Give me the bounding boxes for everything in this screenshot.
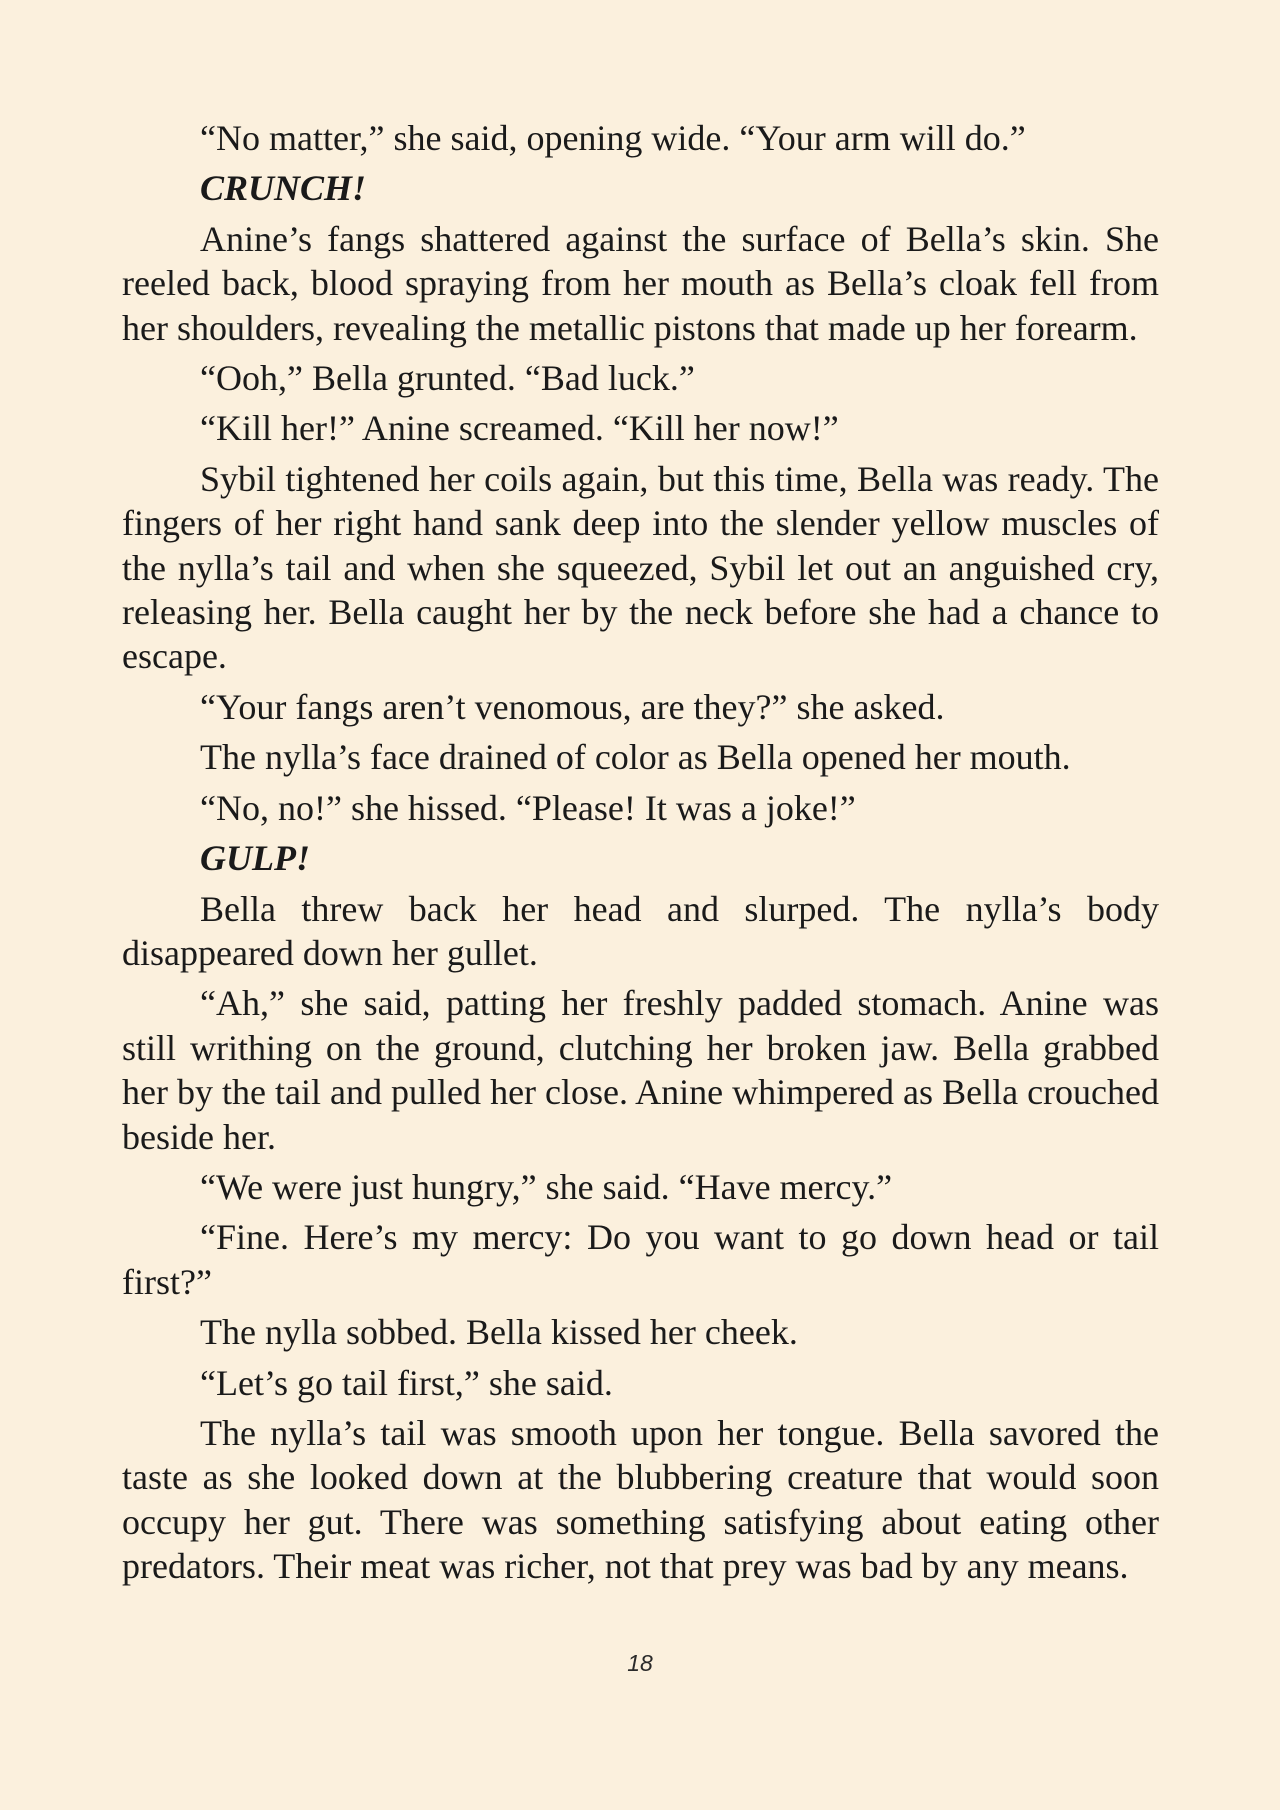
sound-effect-paragraph: GULP! — [200, 838, 310, 879]
paragraph: Sybil tightened her coils again, but this time, Bella was ready. The fingers of her right hand sank deep into the slender yellow muscles of the nylla’s tail and when she squeezed, Sybil let out an anguished cry, releasing her. Bella caught her by the neck before she had a chance to escape. — [122, 458, 1159, 677]
paragraph: “We were just hungry,” she said. “Have mercy.” — [200, 1166, 893, 1207]
paragraph: Bella threw back her head and slurped. The nylla’s body disappeared down her gullet. — [122, 888, 1159, 973]
paragraph: “Your fangs aren’t venomous, are they?” she asked. — [200, 686, 945, 727]
paragraph: “Ooh,” Bella grunted. “Bad luck.” — [200, 358, 695, 399]
paragraph: “Fine. Here’s my mercy: Do you want to go down head or tail first?” — [122, 1217, 1159, 1302]
paragraph: The nylla’s face drained of color as Bella opened her mouth. — [200, 737, 1071, 778]
paragraph: “Kill her!” Anine screamed. “Kill her now!” — [200, 408, 839, 449]
paragraph: The nylla sobbed. Bella kissed her cheek. — [200, 1312, 798, 1353]
paragraph: The nylla’s tail was smooth upon her tongue. Bella savored the taste as she looked down at the blubbering creature that would soon occupy her gut. There was something satisfying about eating other predators. Their meat was richer, not that prey was bad by any means. — [122, 1412, 1159, 1587]
body-text — [122, 116, 1159, 1595]
paragraph: “Ah,” she said, patting her freshly padded stomach. Anine was still writhing on the ground, clutching her broken jaw. Bella grabbed her by the tail and pulled her close. Anine whimpered as Bella crouched beside her. — [122, 983, 1159, 1157]
paragraph: “No, no!” she hissed. “Please! It was a joke!” — [200, 787, 856, 828]
paragraph: Anine’s fangs shattered against the surface of Bella’s skin. She reeled back, blood spraying from her mouth as Bella’s cloak fell from her shoulders, revealing the metallic pistons that made up her forearm. — [122, 218, 1159, 348]
paragraph: “Let’s go tail first,” she said. — [200, 1362, 613, 1403]
sound-effect-paragraph: CRUNCH! — [200, 168, 367, 209]
paragraph: “No matter,” she said, opening wide. “Your arm will do.” — [200, 118, 1026, 158]
page-number: 18 — [627, 1650, 653, 1676]
